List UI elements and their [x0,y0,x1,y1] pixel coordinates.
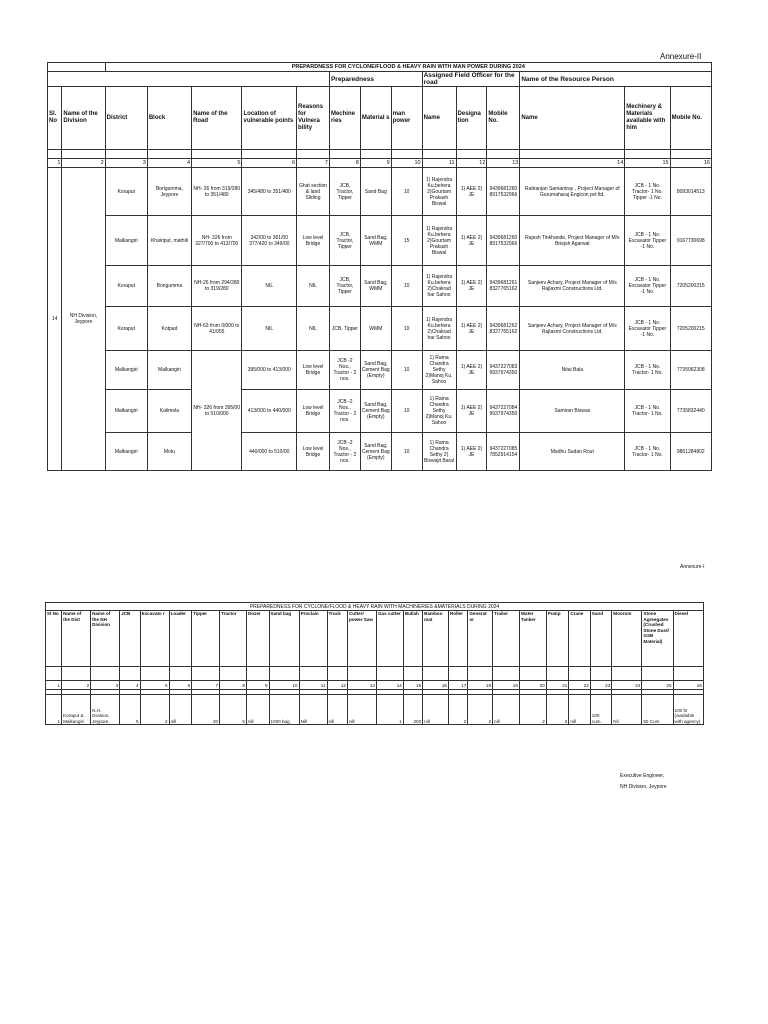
table2-data-cell: 2 [546,695,569,725]
reason-cell: NIL [297,307,330,351]
table2-col-header: Sl No [46,611,62,667]
location-cell: 342/00 to 361/00 377/420 to 349/00 [242,216,297,266]
table2-spacer-cell [299,667,327,681]
table2-col-header: Tractor [220,611,247,667]
table2-data-cell: nill [569,695,590,725]
materials-cell: Sand Bag [360,168,391,216]
table2-data-cell: nill [493,695,520,725]
table2-col-header: Tipper [192,611,220,667]
table2-col-number: 5 [140,681,169,690]
materials-cell: Sand Bag, Cement Bag (Empty) [360,433,391,471]
resource-cell: Nitai Bala [520,351,625,390]
machinery-cell: JCB -2 Nos., Tractor - 2 nos. [329,351,360,390]
table2-data-cell: 100 ltr (available with agency) [673,695,703,725]
table2-spacer-cell [423,667,449,681]
machinery-preparedness-table [45,602,704,725]
table1-spacer-cell [105,150,147,159]
table1-spacer-cell [670,150,711,159]
table2-data-cell: N.H. Division, Jeypore. [91,695,120,725]
mobile-cell: 9439681260 8917532966 [487,216,520,266]
table2-col-number: 16 [423,681,449,690]
table1-title: PREPARDNESS FOR CYCLONE/FLOOD & HEAVY RAIN WITH MAN POWER DURING 2024 [105,63,711,72]
res-materials-cell: JCB - 1 No. Tractor- 1 No. [625,433,670,471]
table2-col-number: 8 [220,681,247,690]
district-cell: Koraput [105,168,147,216]
table1-row [48,307,712,351]
table1-col-header: Name [520,87,625,150]
block-cell: Borigumma [147,266,191,307]
district-cell: Malkangiri [105,351,147,390]
table2-col-number: 9 [246,681,269,690]
designation-cell: 1) AEE 2) JE [456,307,487,351]
table2-col-number: 11 [299,681,327,690]
table2-spacer-cell [46,667,62,681]
table1-col-header: Mechinery & Materials available with him [625,87,670,150]
table2-col-number: 10 [269,681,299,690]
table2-col-number: 18 [468,681,493,690]
annexure-label-bottom: Annexure-I [680,564,705,570]
materials-cell: WMM [360,307,391,351]
table2-col-header: Gas cutter [376,611,403,667]
table1-col-header: Name [422,87,456,150]
table2-col-header: Name of the Dist [62,611,91,667]
table2-spacer-cell [62,667,91,681]
resource-cell: Madhu Sudan Rout [520,433,625,471]
table2-col-number: 7 [192,681,220,690]
location-cell: NIL [242,307,297,351]
table2-spacer-cell [468,667,493,681]
res-mobile-cell: 7205200215 [670,266,711,307]
res-mobile-cell: 8093014513 [670,168,711,216]
table2-data-cell: Nil [612,695,642,725]
manpower-cell: 10 [391,390,422,433]
reason-cell: Low level Bridge [297,433,330,471]
table2-col-header: Dozer [246,611,269,667]
table1-col-number: 8 [329,159,360,168]
table2-col-header: Generat or [468,611,493,667]
res-materials-cell: JCB - 1 No. Excavator Tipper -1 No. [625,266,670,307]
mobile-cell: 9439681261 8327765162 [487,266,520,307]
table2-data-cell: 1000 bag [269,695,299,725]
district-cell: Koraput [105,307,147,351]
table1-group-preparedness: Preparedness [329,72,422,87]
table2-col-number: 22 [569,681,590,690]
table2-col-number: 23 [590,681,611,690]
table2-data-cell: 5 [220,695,247,725]
location-cell: 440/000 to 510/00 [242,433,297,471]
designation-cell: 1) AEE 2) JE [456,216,487,266]
table1-row [48,351,712,390]
table2-spacer-cell [347,667,376,681]
table2-spacer-cell [220,667,247,681]
table2-col-number: 12 [327,681,347,690]
manpower-cell: 10 [391,351,422,390]
designation-cell: 1) AEE 2) JE [456,266,487,307]
table2-spacer-cell [246,667,269,681]
table1-group-resource: Name of the Resource Person [520,72,712,87]
table2-data-cell: 5 [120,695,140,725]
table2-col-number: 6 [169,681,192,690]
table1-col-header: Block [147,87,191,150]
materials-cell: Sand Bag, Cement Bag (Empty) [360,351,391,390]
district-cell: Malkangiri [105,216,147,266]
table1-spacer-cell [391,150,422,159]
table2-col-header: Diesel [673,611,703,667]
table2-spacer-cell [569,667,590,681]
table1-row [48,168,712,216]
table1-col-header: Sl. No [48,87,62,150]
mobile-cell: 9437227085 7852914154 [487,433,520,471]
table2-data-cell: 200 [403,695,422,725]
table1-col-number: 11 [422,159,456,168]
materials-cell: Sand Bag, WMM [360,216,391,266]
table1-row [48,433,712,471]
table1-spacer-cell [48,150,62,159]
manpower-cell: 10 [391,168,422,216]
machinery-cell: JCB -2 Nos., Tractor - 2 nos. [329,390,360,433]
manpower-cell: 10 [391,266,422,307]
reason-cell: Ghat section & land Sliding [297,168,330,216]
table1-col-header: Name of the Division [62,87,105,150]
officer-cell: 1) Rama Chandra Sethy 2) Biswajit Baral [422,433,456,471]
table1-col-number: 5 [192,159,242,168]
table1-spacer-cell [297,150,330,159]
table2-col-number: 21 [546,681,569,690]
table2-col-number: 25 [642,681,673,690]
table1-col-number: 2 [62,159,105,168]
table2-col-header: Pump [546,611,569,667]
table2-data-cell: nill [423,695,449,725]
table1-col-header: Designa tion [456,87,487,150]
manpower-preparedness-table [47,62,712,471]
location-cell: 413/000 to 440/000 [242,390,297,433]
table2-data-cell: Nill [299,695,327,725]
table2-data-cell: nill [347,695,376,725]
table1-col-number: 6 [242,159,297,168]
res-materials-cell: JCB - 1 No. Tractor- 1 No. Tipper -1 No. [625,168,670,216]
table2-col-number: 20 [519,681,546,690]
sl-no-cell: 14 [48,168,62,471]
signature-block [620,771,667,793]
table2-spacer-cell [120,667,140,681]
resource-cell: Ratiranjan Samantray , Project Manager of Gurumaharaj Engicon pvt ltd. [520,168,625,216]
table1-col-number: 12 [456,159,487,168]
block-cell: Borigumma, Jeypore [147,168,191,216]
reason-cell: Low level Bridge [297,216,330,266]
table1-col-number: 14 [520,159,625,168]
table1-col-number: 1 [48,159,62,168]
table1-col-header: Reasons for Vulnera bility [297,87,330,150]
table2-col-number: 17 [448,681,467,690]
district-cell: Koraput [105,266,147,307]
table2-col-number: 2 [62,681,91,690]
road-cell: NH- 326 from 327/700 to 413/700 [192,216,242,266]
resource-cell: Sanjeev Achary, Project Manager of M/s Rajlaxmi Constructions Ltd. [520,266,625,307]
signature-title: Executive Engineer, [620,773,665,779]
location-cell: NIL [242,266,297,307]
table2-col-header: Excavato r [140,611,169,667]
mobile-cell: 9439681262 8327765162 [487,307,520,351]
table1-col-number: 9 [360,159,391,168]
table2-spacer-cell [642,667,673,681]
table2-spacer-cell [140,667,169,681]
road-cell: NH- 26 from 319/280 to 351/480 [192,168,242,216]
table2-col-header: Bullah [403,611,422,667]
district-cell: Malkangiri [105,433,147,471]
table1-col-header: District [105,87,147,150]
table2-spacer-cell [673,667,703,681]
location-cell: 395/000 to 413/000 [242,351,297,390]
reason-cell: Low level Bridge [297,390,330,433]
table2-data-cell: 2 [519,695,546,725]
machinery-cell: JCB, Tractor, Tipper [329,266,360,307]
table2-spacer-cell [91,667,120,681]
materials-cell: Sand Bag, Cement Bag (Empty) [360,390,391,433]
res-mobile-cell: 7735832440 [670,390,711,433]
table1-col-number: 3 [105,159,147,168]
table1-col-header: Mechine ries [329,87,360,150]
table2-data-cell: nill [246,695,269,725]
table2-spacer-cell [169,667,192,681]
manpower-cell: 10 [391,307,422,351]
resource-cell: Sanjeev Achary, Project Manager of M/s Rajlaxmi Constructions Ltd. [520,307,625,351]
table1-col-number: 10 [391,159,422,168]
table1-row [48,266,712,307]
officer-cell: 1) Rajendra Ku.behera 2)Gourtam Prakash Biswal [422,168,456,216]
mobile-cell: 9437227083 9937974350 [487,351,520,390]
table1-group-officer: Assigned Field Officer for the road [422,72,520,87]
table1-spacer-cell [520,150,625,159]
table1-group-spacer [48,72,330,87]
table1-spacer-cell [422,150,456,159]
table1-col-header: Name of the Road [192,87,242,150]
table2-col-header: Sand [590,611,611,667]
signature-office: NH Division, Jeypore [620,784,667,790]
table2-col-number: 15 [403,681,422,690]
table1-col-number: 13 [487,159,520,168]
table2-data-cell: nill [169,695,192,725]
table2-data-cell: 1 [376,695,403,725]
machinery-cell: JCB, Tractor, Tipper [329,216,360,266]
table1-spacer-cell [147,150,191,159]
table2-col-number: 14 [376,681,403,690]
mobile-cell: 9437227084 9937974350 [487,390,520,433]
table2-title: PREPAREDNESS FOR CYCLONE/FLOOD & HEAVY RAIN WITH MACHINERIES &MATERIALS DURING 2024 [46,603,704,611]
table2-data-cell: 2 [448,695,467,725]
table2-col-number: 19 [493,681,520,690]
block-cell: Motu [147,433,191,471]
table2-col-number: 26 [673,681,703,690]
district-cell: Malkangiri [105,390,147,433]
table1-col-header: Mobile No. [487,87,520,150]
table2-col-header: Truck [327,611,347,667]
table2-spacer-cell [590,667,611,681]
road-cell: NH-26 from 294/280 to 319/280 [192,266,242,307]
table1-col-header: Mobile No. [670,87,711,150]
res-materials-cell: JCB - 1 No. Tractor- 1 No. [625,351,670,390]
table2-col-header: Moorum [612,611,642,667]
officer-cell: 1) Rama Chandra Sethy 2)Manoj Ku. Sahoo [422,390,456,433]
location-cell: 345/480 to 351/480 [242,168,297,216]
materials-cell: Sand Bag, WMM [360,266,391,307]
table1-col-number: 16 [670,159,711,168]
designation-cell: 1) AEE 2) JE [456,351,487,390]
res-mobile-cell: 9167730698 [670,216,711,266]
table2-col-header: Trailor [493,611,520,667]
designation-cell: 1) AEE 2) JE [456,168,487,216]
division-cell: NH Division, Jeypore [62,168,105,471]
officer-cell: 1) Rajendra Ku.behera 2)Gourtam Prakash Biswal [422,216,456,266]
road-cell: NH- 326 from 395/00 to 510/000 [192,351,242,471]
block-cell: Khairiput, mathili [147,216,191,266]
table2-spacer-cell [546,667,569,681]
table1-spacer-cell [242,150,297,159]
table2-spacer-cell [519,667,546,681]
table2-col-header: Cutter/ power Saw [347,611,376,667]
table2-spacer-cell [448,667,467,681]
table1-col-number: 4 [147,159,191,168]
table2-data-cell: 100 cum. [590,695,611,725]
table2-col-number: 1 [46,681,62,690]
manpower-cell: 15 [391,216,422,266]
table1-col-header: Location of vulnerable points [242,87,297,150]
machinery-cell: JCB, Tractor, Tipper [329,168,360,216]
table1-col-number: 7 [297,159,330,168]
machinery-cell: JCB -2 Nos., Tractor - 2 nos. [329,433,360,471]
table1-row [48,390,712,433]
manpower-cell: 10 [391,433,422,471]
table2-spacer-cell [612,667,642,681]
block-cell: Malkangiri [147,351,191,390]
table2-spacer-cell [192,667,220,681]
road-cell: NH-63 from 0/000 to 41/055 [192,307,242,351]
res-mobile-cell: 9861284802 [670,433,711,471]
table2-data-cell: 1 [46,695,62,725]
table2-col-header: Water Tanker [519,611,546,667]
table2-spacer-cell [493,667,520,681]
block-cell: Kalimela [147,390,191,433]
table1-spacer-cell [329,150,360,159]
table2-col-header: Sand bag [269,611,299,667]
officer-cell: 1) Rajendra Ku.behera 2)Chakrad har Sahoo [422,266,456,307]
table2-col-header: Crane [569,611,590,667]
table2-col-header: Name of the NH Division [91,611,120,667]
table1-spacer-cell [487,150,520,159]
resource-cell: Samiran Biswas [520,390,625,433]
res-materials-cell: JCB - 1 No. Excavator Tipper -1 No. [625,307,670,351]
res-materials-cell: JCB - 1 No. Tractor- 1 No. [625,390,670,433]
reason-cell: Low level Bridge [297,351,330,390]
table1-row [48,216,712,266]
designation-cell: 1) AEE 2) JE [456,433,487,471]
table2-data-cell: 2 [468,695,493,725]
table2-spacer-cell [376,667,403,681]
table2-col-number: 24 [612,681,642,690]
res-mobile-cell: 7735062308 [670,351,711,390]
mobile-cell: 9439681260 8917532966 [487,168,520,216]
reason-cell: NIL [297,266,330,307]
table2-col-header: Roller [448,611,467,667]
machinery-cell: JCB, Tipper [329,307,360,351]
res-mobile-cell: 7205200215 [670,307,711,351]
block-cell: Kotpad [147,307,191,351]
table2-col-header: Loader [169,611,192,667]
table1-spacer-cell [456,150,487,159]
table2-col-header: Bamboo mat [423,611,449,667]
table1-title-spacer [48,63,106,72]
table1-col-header: man power [391,87,422,150]
table2-spacer-cell [327,667,347,681]
table2-data-cell: 2 [140,695,169,725]
table1-spacer-cell [62,150,105,159]
table2-col-number: 3 [91,681,120,690]
designation-cell: 1) AEE 2) JE [456,390,487,433]
table2-data-cell: 20 [192,695,220,725]
table2-col-header: JCB [120,611,140,667]
table2-col-header: Proclain [299,611,327,667]
table2-data-cell: nill [327,695,347,725]
table2-spacer-cell [269,667,299,681]
officer-cell: 1) Rajendra Ku.behera 2)Chakrad har Sahoo [422,307,456,351]
table2-spacer-cell [403,667,422,681]
officer-cell: 1) Rama Chandra Sethy 2)Manoj Ku. Sahoo [422,351,456,390]
table1-col-number: 15 [625,159,670,168]
table2-data-cell: 50 Cum [642,695,673,725]
table1-spacer-cell [625,150,670,159]
table1-col-header: Material s [360,87,391,150]
res-materials-cell: JCB - 1 No. Excavator Tipper -1 No. [625,216,670,266]
table1-spacer-cell [192,150,242,159]
table1-spacer-cell [360,150,391,159]
table2-data-cell: Koraput & Malkangiri [62,695,91,725]
table2-col-number: 13 [347,681,376,690]
resource-cell: Rajesh Tinkhande, Project Manager of M/s Briejsh Agarwal [520,216,625,266]
annexure-label-top: Annexure-II [660,52,702,61]
table2-col-header: Stone Agreegates (Crushed Stone Dust/ GSB Material) [642,611,673,667]
table2-col-number: 4 [120,681,140,690]
